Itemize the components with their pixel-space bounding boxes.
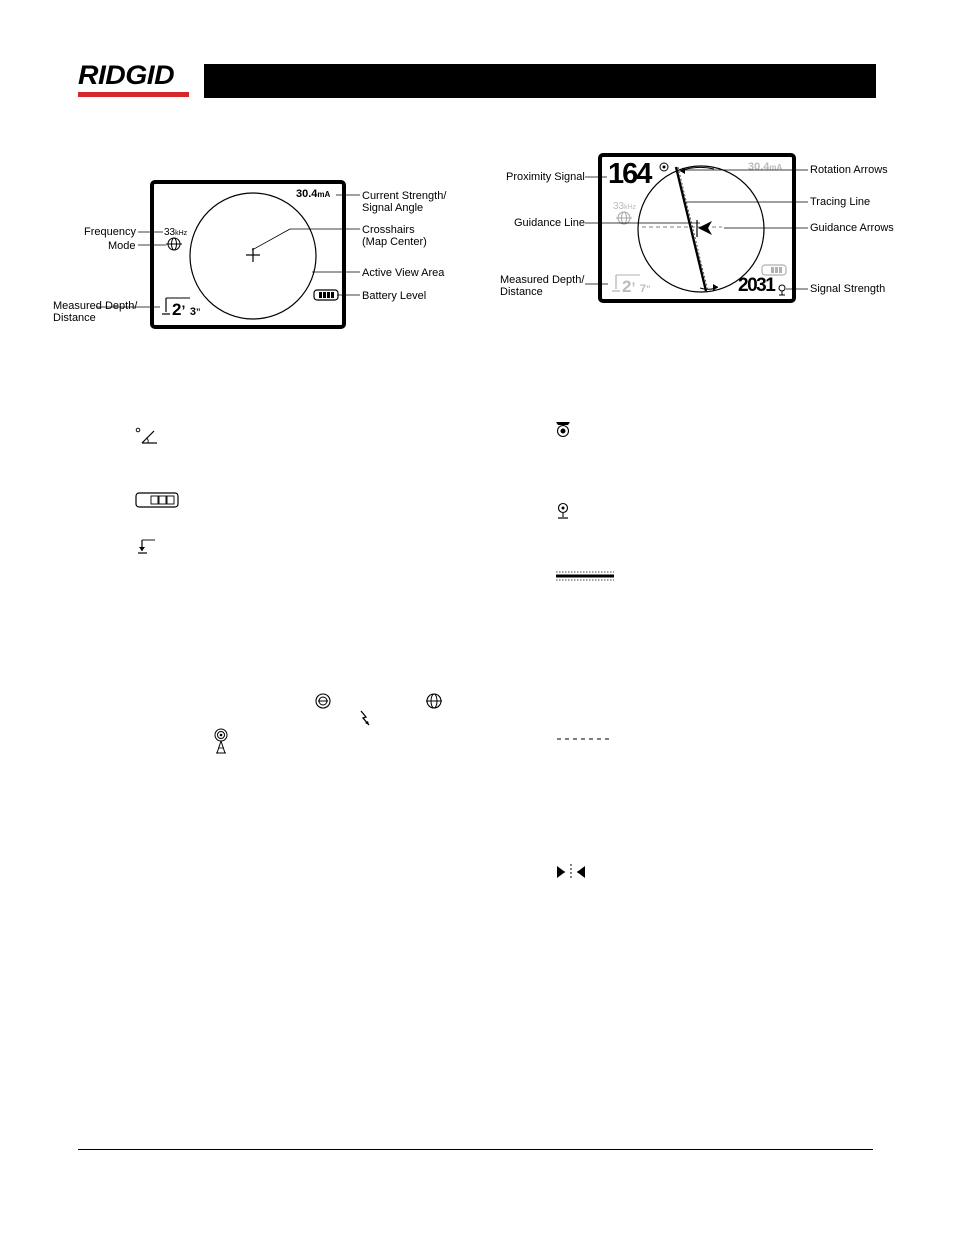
current-value: 30.4 bbox=[296, 188, 318, 200]
label-active-view: Active View Area bbox=[362, 267, 445, 279]
label-battery: Battery Level bbox=[362, 290, 427, 302]
label-guidance-line: Guidance Line bbox=[514, 217, 585, 229]
depth-feet: 2 bbox=[172, 300, 182, 319]
label-measured-depth-right: Measured Depth/ Distance bbox=[500, 274, 585, 298]
label-signal-strength: Signal Strength bbox=[810, 283, 886, 295]
frequency-value: 33 bbox=[164, 227, 176, 238]
depth-readout-right: 2’ 7” bbox=[622, 277, 651, 296]
depth-feet-right: 2 bbox=[622, 277, 632, 296]
current-unit-right: mA bbox=[769, 163, 783, 172]
depth-readout: 2’ 3” bbox=[172, 300, 201, 319]
proximity-readout: 164 bbox=[608, 158, 651, 190]
tracing-line-legend-icon bbox=[556, 572, 614, 580]
label-mode: Mode bbox=[108, 240, 136, 252]
signal-strength-readout: 2031 bbox=[738, 275, 775, 296]
guidance-arrows-legend-icon bbox=[557, 864, 585, 880]
current-unit: mA bbox=[317, 190, 331, 199]
frequency-value-right: 33 bbox=[613, 201, 625, 212]
signal-strength-legend-icon bbox=[558, 504, 568, 519]
frequency-unit-right: kHz bbox=[624, 204, 637, 211]
depth-inches: 3 bbox=[189, 306, 196, 318]
label-measured-depth: Measured Depth/ Distance bbox=[53, 300, 138, 324]
brand-name: RIDGID bbox=[78, 60, 175, 90]
label-frequency: Frequency bbox=[84, 226, 136, 238]
label-guidance-arrows: Guidance Arrows bbox=[810, 222, 894, 234]
label-current-strength: Current Strength/ Signal Angle bbox=[362, 190, 447, 214]
proximity-legend-icon bbox=[556, 422, 570, 437]
label-rotation-arrows: Rotation Arrows bbox=[810, 164, 888, 176]
current-value-right: 30.4 bbox=[748, 161, 770, 173]
depth-inches-right: 7 bbox=[639, 283, 646, 295]
frequency-unit: kHz bbox=[175, 230, 188, 237]
label-crosshairs: Crosshairs (Map Center) bbox=[362, 224, 427, 248]
label-tracing-line: Tracing Line bbox=[810, 196, 871, 208]
label-proximity-signal: Proximity Signal bbox=[506, 171, 585, 183]
footer-rule bbox=[78, 1149, 873, 1150]
